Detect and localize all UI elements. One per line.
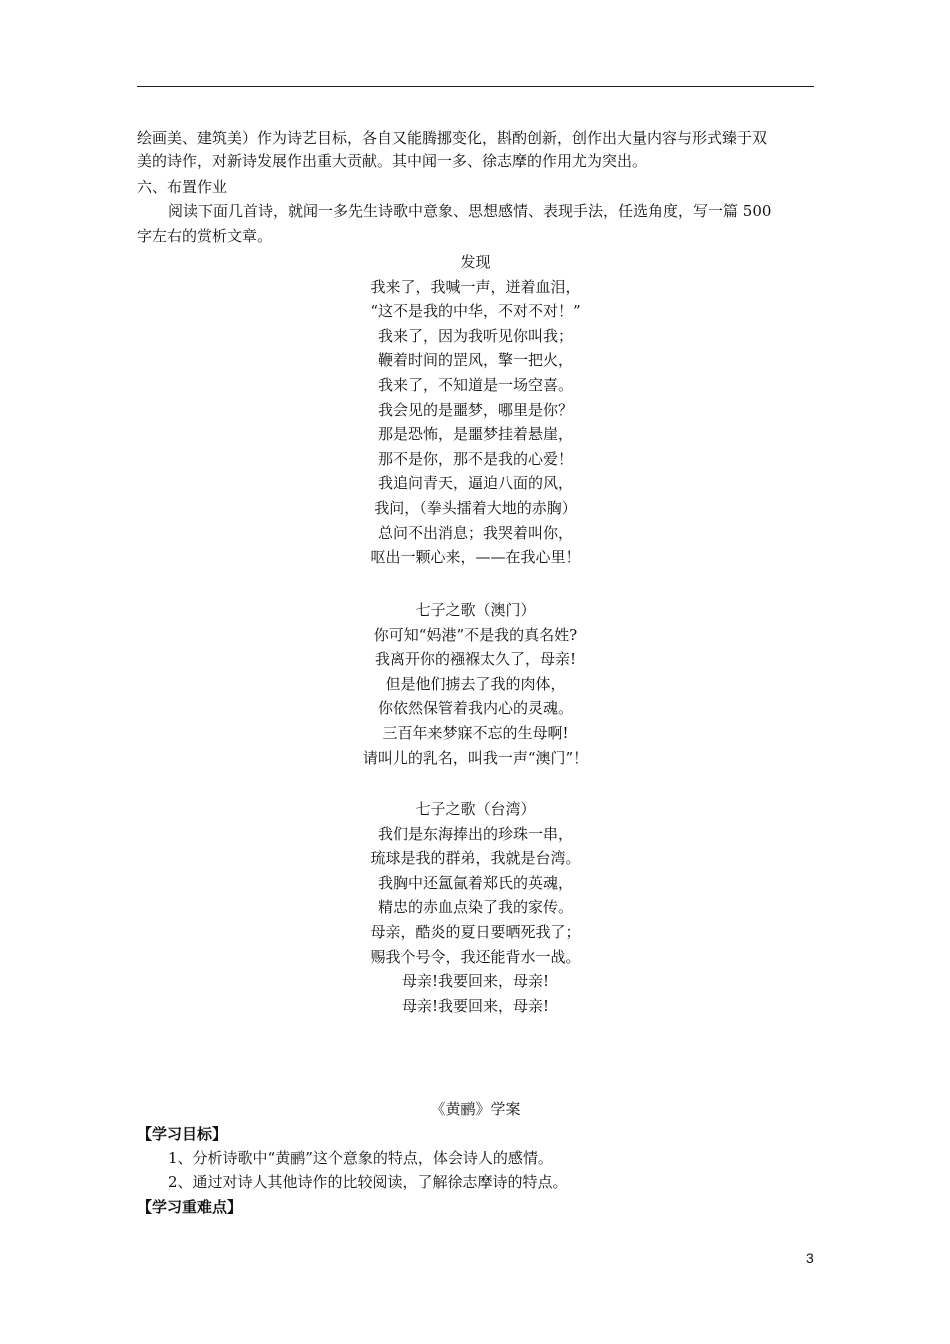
poem-line: 琉球是我的群弟，我就是台湾。	[370, 849, 581, 868]
poem-line: “这不是我的中华，不对不对！”	[370, 302, 581, 321]
key-points-heading: 【学习重难点】	[137, 1198, 243, 1216]
poem-line: 呕出一颗心来，——在我心里！	[370, 548, 581, 567]
section-heading-homework: 六、布置作业	[137, 178, 228, 196]
poem-line: 精忠的赤血点染了我的家传。	[377, 898, 573, 917]
poem-title: 七子之歌（澳门）	[415, 601, 536, 619]
poem-line: 母亲!我要回来，母亲!	[401, 996, 550, 1015]
poem-line: 我追问青天，逼迫八面的风，	[377, 474, 573, 493]
homework-para-line-2: 字左右的赏析文章。	[137, 227, 273, 245]
poem-line: 我来了，我喊一声，迸着血泪，	[370, 277, 581, 296]
poem-line: 母亲!我要回来，母亲!	[401, 972, 550, 991]
poem-line: 你依然保管着我内心的灵魂。	[377, 699, 573, 718]
poem-line: 我问，（拳头擂着大地的赤胸）	[374, 498, 577, 517]
page-number: 3	[806, 1250, 814, 1266]
poem-line: 鞭着时间的罡风，擎一把火，	[377, 351, 573, 370]
poem-title: 发现	[460, 253, 491, 271]
poem-line: 我胸中还氲氤着郑氏的英魂，	[377, 873, 573, 892]
poem-line: 我离开你的襁褓太久了，母亲!	[374, 650, 577, 669]
poem-line: 赐我个号令，我还能背水一战。	[370, 947, 581, 966]
poem-line: 我来了，不知道是一场空喜。	[377, 375, 573, 394]
goals-heading: 【学习目标】	[137, 1125, 228, 1143]
poem-line: 母亲，酷炎的夏日要晒死我了；	[370, 922, 581, 941]
homework-para-line-1: 阅读下面几首诗，就闻一多先生诗歌中意象、思想感情、表现手法，任选角度，写一篇 500	[168, 202, 772, 220]
poem-line: 我会见的是噩梦，哪里是你？	[377, 400, 573, 419]
poem-line: 我们是东海捧出的珍珠一串，	[377, 824, 573, 843]
goal-1: 1、分析诗歌中“黄鹂”这个意象的特点，体会诗人的感情。	[168, 1149, 553, 1167]
poem-faxian	[137, 250, 814, 570]
poem-taiwan	[137, 797, 814, 1018]
poem-line: 那不是你，那不是我的心爱！	[377, 449, 573, 468]
poem-title: 七子之歌（台湾）	[415, 800, 536, 818]
intro-line-1: 绘画美、建筑美）作为诗艺目标，各自又能腾挪变化，斟酌创新，创作出大量内容与形式臻于双	[137, 129, 768, 147]
poem-line: 你可知“妈港”不是我的真名姓?	[373, 625, 578, 644]
poem-line: 那是恐怖，是噩梦挂着悬崖，	[377, 425, 573, 444]
poem-line: 请叫儿的乳名，叫我一声“澳门”！	[362, 748, 589, 767]
poem-macau	[137, 598, 814, 770]
header-rule	[137, 86, 814, 87]
goal-2: 2、通过对诗人其他诗作的比较阅读，了解徐志摩诗的特点。	[168, 1173, 568, 1191]
poem-line: 我来了，因为我听见你叫我；	[377, 326, 573, 345]
poem-line: 总问不出消息；我哭着叫你，	[377, 523, 573, 542]
study-plan-title: 《黄鹂》学案	[430, 1100, 521, 1118]
poem-line: 但是他们掳去了我的肉体，	[385, 674, 566, 693]
poem-line: 三百年来梦寐不忘的生母啊!	[382, 723, 569, 742]
intro-line-2: 美的诗作，对新诗发展作出重大贡献。其中闻一多、徐志摩的作用尤为突出。	[137, 152, 648, 170]
